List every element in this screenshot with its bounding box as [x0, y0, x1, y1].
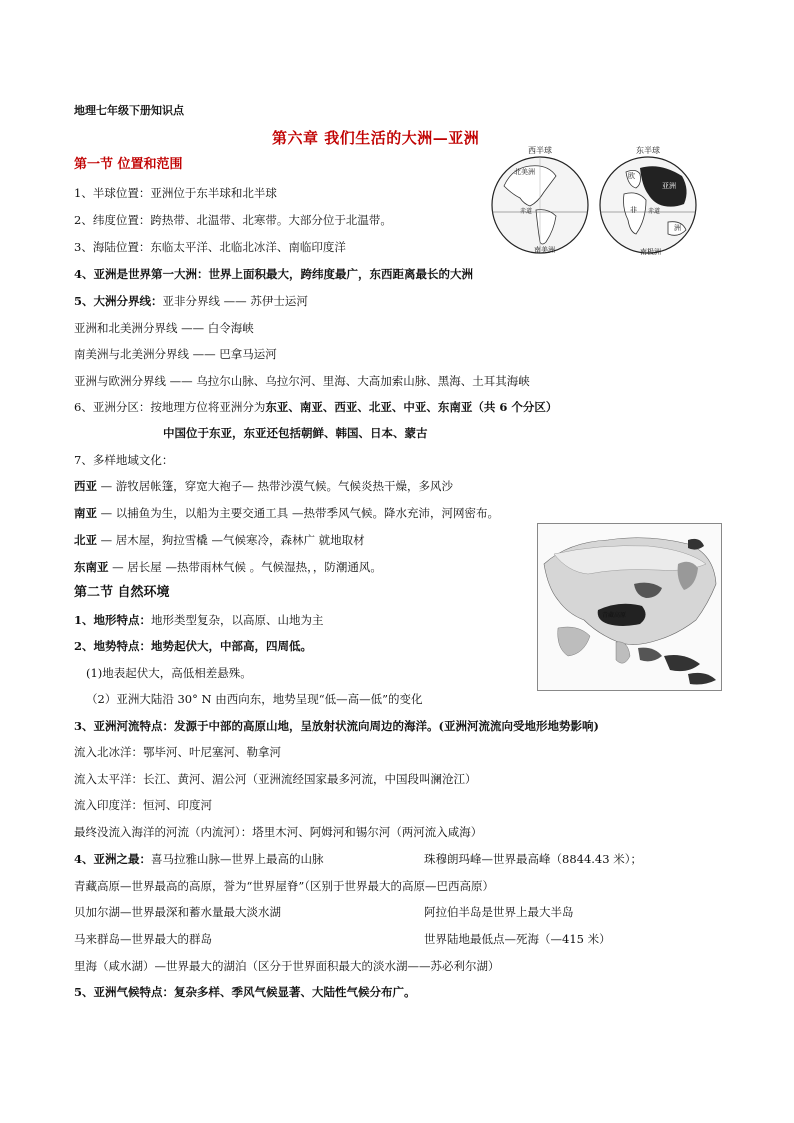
boundary-line-1	[74, 293, 308, 309]
section-1-title: 第一节 位置和范围	[74, 157, 183, 172]
west-hemisphere-label: 西半球	[528, 146, 552, 155]
china-region: 中国位于东亚，东亚还包括朝鲜、韩国、日本、蒙古	[163, 426, 428, 440]
record-baikal: 贝加尔湖—世界最深和蓄水量最大淡水湖	[74, 905, 281, 919]
tibet-plateau-label: 青藏高原	[602, 612, 627, 619]
asia-terrain-map	[537, 523, 722, 691]
hemisphere-position: 1、半球位置：亚洲位于东半球和北半球	[74, 186, 277, 200]
culture-west-asia	[74, 478, 453, 494]
north-asia-text: — 居木屋，狗拉雪橇 —气候寒冷，森林广 就地取材	[97, 533, 365, 547]
boundary-asia-north-america: 亚洲和北美洲分界线 —— 白令海峡	[74, 321, 254, 335]
rivers-indian: 流入印度洋：恒河、印度河	[74, 798, 212, 812]
record-dead-sea: 世界陆地最低点—死海（—415 米）	[424, 932, 611, 946]
culture-south-asia	[74, 505, 499, 521]
terrain-text: 地形类型复杂，以高原、山地为主	[151, 613, 324, 627]
boundary-asia-africa: 亚非分界线 —— 苏伊士运河	[162, 294, 308, 308]
equator-east-label: 赤道	[648, 208, 661, 215]
river-features: 3、亚洲河流特点：发源于中部的高原山地，呈放射状流向周边的海洋。(亚洲河流流向受地形地势影响)	[74, 719, 599, 733]
boundary-heading: 5、大洲分界线：	[74, 294, 163, 308]
culture-north-asia	[74, 532, 365, 548]
sea-land-position: 3、海陆位置：东临太平洋、北临北冰洋、南临印度洋	[74, 240, 346, 254]
europe-label: 欧	[628, 172, 635, 180]
terrain-features	[74, 612, 324, 628]
south-asia-text: — 以捕鱼为生，以船为主要交通工具 —热带季风气候。降水充沛，河网密布。	[97, 506, 499, 520]
asia-regions	[74, 399, 557, 415]
north-asia-label: 北亚	[74, 533, 97, 547]
section-2-title: 第二节 自然环境	[74, 585, 170, 600]
record-himalaya: 喜马拉雅山脉—世界上最高的山脉	[151, 852, 324, 866]
record-arabia: 阿拉伯半岛是世界上最大半岛	[424, 905, 574, 919]
record-tibet-plateau: 青藏高原—世界最高的高原，誉为“世界屋脊”（区别于世界最大的高原—巴西高原）	[74, 879, 495, 893]
hemisphere-map	[490, 146, 698, 260]
south-asia-label: 南亚	[74, 506, 97, 520]
east-hemisphere-label: 东半球	[636, 146, 660, 155]
document-header: 地理七年级下册知识点	[74, 104, 184, 117]
terrain-label: 1、地形特点：	[74, 613, 152, 627]
chapter-title: 第六章 我们生活的大洲—亚洲	[272, 129, 480, 147]
latitude-position: 2、纬度位置：跨热带、北温带、北寒带。大部分位于北温带。	[74, 213, 392, 227]
regions-list: 东亚、南亚、西亚、北亚、中亚、东南亚（共 6 个分区）	[265, 400, 558, 414]
rivers-inland: 最终没流入海洋的河流（内流河）：塔里木河、阿姆河和锡尔河（两河流入咸海）	[74, 825, 483, 839]
south-america-label: 南美洲	[534, 246, 555, 254]
oceania-label: 洲	[674, 224, 681, 232]
largest-continent: 4、亚洲是世界第一大洲：世界上面积最大，跨纬度最广，东西距离最长的大洲	[74, 267, 473, 281]
relief-point-1: (1)地表起伏大，高低相差悬殊。	[86, 666, 252, 680]
regions-lead: 6、亚洲分区：按地理方位将亚洲分为	[74, 400, 266, 414]
records-label: 4、亚洲之最：	[74, 852, 152, 866]
climate-features: 5、亚洲气候特点：复杂多样、季风气候显著、大陆性气候分布广。	[74, 985, 416, 999]
boundary-south-north-america: 南美洲与北美洲分界线 —— 巴拿马运河	[74, 347, 277, 361]
culture-southeast-asia	[74, 559, 382, 575]
southeast-asia-label: 东南亚	[74, 560, 109, 574]
relief-point-2: （2）亚洲大陆沿 30° N 由西向东，地势呈现“低—高—低”的变化	[86, 692, 423, 706]
relief-features: 2、地势特点：地势起伏大，中部高，四周低。	[74, 639, 312, 653]
equator-west-label: 赤道	[520, 208, 533, 215]
west-asia-text: — 游牧居帐篷，穿宽大袍子— 热带沙漠气候。气候炎热干燥，多风沙	[97, 479, 453, 493]
rivers-arctic: 流入北冰洋：鄂毕河、叶尼塞河、勒拿河	[74, 745, 281, 759]
record-caspian: 里海（咸水湖）—世界最大的湖泊（区分于世界面积最大的淡水湖——苏必利尔湖）	[74, 959, 500, 973]
boundary-asia-europe: 亚洲与欧洲分界线 —— 乌拉尔山脉、乌拉尔河、里海、大高加索山脉、黑海、土耳其海峡	[74, 374, 530, 388]
record-everest: 珠穆朗玛峰—世界最高峰（8844.43 米）；	[424, 852, 642, 866]
southeast-asia-text: — 居长屋 —热带雨林气候 。气候湿热，，防潮通风。	[108, 560, 382, 574]
record-malay: 马来群岛—世界最大的群岛	[74, 932, 212, 946]
antarctica-label: 南极洲	[640, 248, 661, 256]
asia-records-heading-line	[74, 851, 324, 867]
culture-heading: 7、多样地域文化：	[74, 453, 174, 467]
west-asia-label: 西亚	[74, 479, 97, 493]
africa-label: 非	[630, 206, 637, 214]
rivers-pacific: 流入太平洋：长江、黄河、湄公河（亚洲流经国家最多河流，中国段叫澜沧江）	[74, 772, 477, 786]
asia-label: 亚洲	[662, 182, 676, 190]
north-america-label: 北美洲	[514, 168, 535, 176]
